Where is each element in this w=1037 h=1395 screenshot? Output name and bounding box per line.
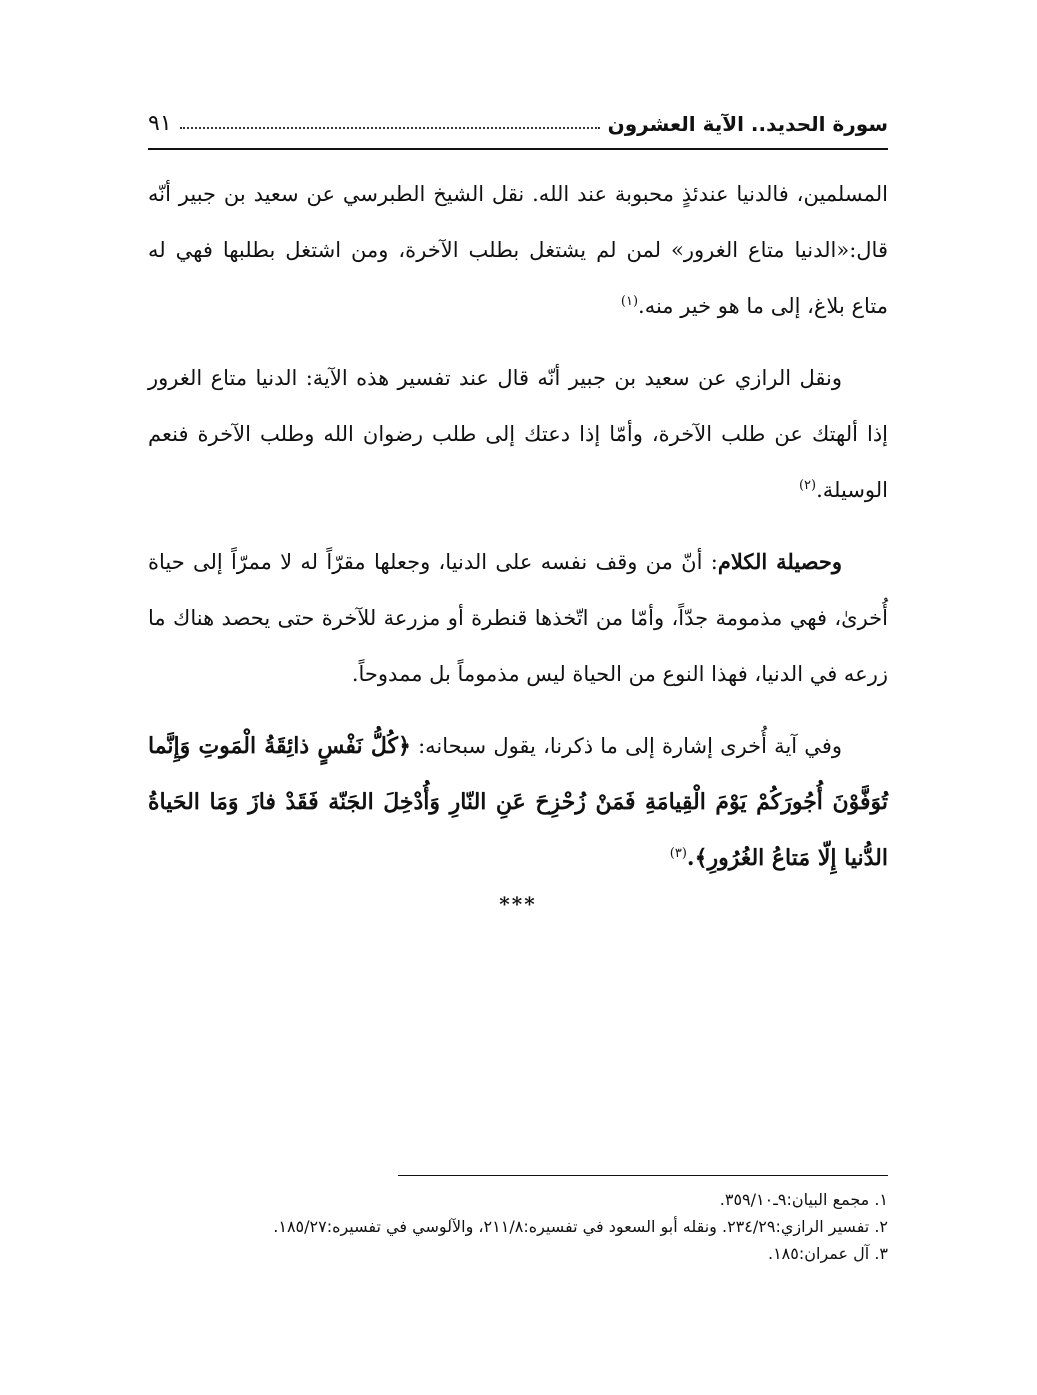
footnote-ref-1: (١) (620, 294, 639, 309)
summary-heading: وحصيلة الكلام (717, 549, 842, 574)
main-text (148, 166, 888, 902)
paragraph-2 (148, 350, 888, 518)
footnote-divider (398, 1175, 888, 1176)
paragraph-1 (148, 166, 888, 334)
paragraph-3 (148, 534, 888, 702)
footnote-ref-2: (٢) (798, 478, 817, 493)
footnote-1: ١. مجمع البيان:٩ـ٣٥٩/١٠. (719, 1190, 888, 1209)
chapter-title: سورة الحديد.. الآية العشرون (607, 112, 888, 136)
paragraph-1-text: المسلمين، فالدنيا عندئذٍ محبوبة عند الله. نقل الشيخ الطبرسي عن سعيد بن جبير أنّه قال:«الدنيا متاع الغرور» لمن لم يشتغل بطلب الآخرة، ومن اشتغل بطلبها فهي له متاع بلاغ، إلى ما هو خير منه. (148, 182, 888, 318)
section-separator: *** (499, 892, 537, 916)
paragraph-3-text: : أنّ من وقف نفسه على الدنيا، وجعلها مقرّاً له لا ممرّاً إلى حياة أُخرىٰ، فهي مذمومة جدّاً، وأمّا من اتّخذها قنطرة أو مزرعة للآخرة حتى يحصد هناك ما زرعه في الدنيا، فهذا النوع من الحياة ليس مذموماً بل ممدوحاً. (148, 550, 888, 686)
paragraph-4 (148, 718, 888, 886)
footnote-2: ٢. تفسير الرازي:٢٣٤/٢٩. ونقله أبو السعود في تفسيره:٢١١/٨، والآلوسي في تفسيره:١٨٥/٢٧. (273, 1217, 888, 1236)
header-divider (148, 148, 888, 150)
page-number: ٩١ (148, 111, 172, 136)
running-header (148, 96, 888, 136)
quran-verse: ﴿كُلُّ نَفْسٍ ذائِقَةُ الْمَوتِ وَإِنَّما تُوَفَّوْنَ أُجُورَكُمْ يَوْمَ الْقِيامَةِ فَمَنْ زُحْزِحَ عَنِ النّارِ وَأُدْخِلَ الجَنّة فَقَدْ فازَ وَمَا الحَياةُ الدُّنيا إِلّا مَتاعُ الغُرُورِ﴾. (148, 733, 888, 871)
footnote-3: ٣. آل عمران:١٨٥. (767, 1244, 888, 1263)
footnotes (148, 1186, 888, 1267)
dot-leader (180, 127, 600, 129)
paragraph-4-intro: وفي آية أُخرى إشارة إلى ما ذكرنا، يقول سبحانه: (410, 734, 842, 758)
footnote-ref-3: (٣) (669, 846, 687, 861)
paragraph-2-text: ونقل الرازي عن سعيد بن جبير أنّه قال عند تفسير هذه الآية: الدنيا متاع الغرور إذا ألهتك عن طلب الآخرة، وأمّا إذا دعتك إلى طلب رضوان الله وطلب الآخرة فنعم الوسيلة. (148, 366, 888, 502)
